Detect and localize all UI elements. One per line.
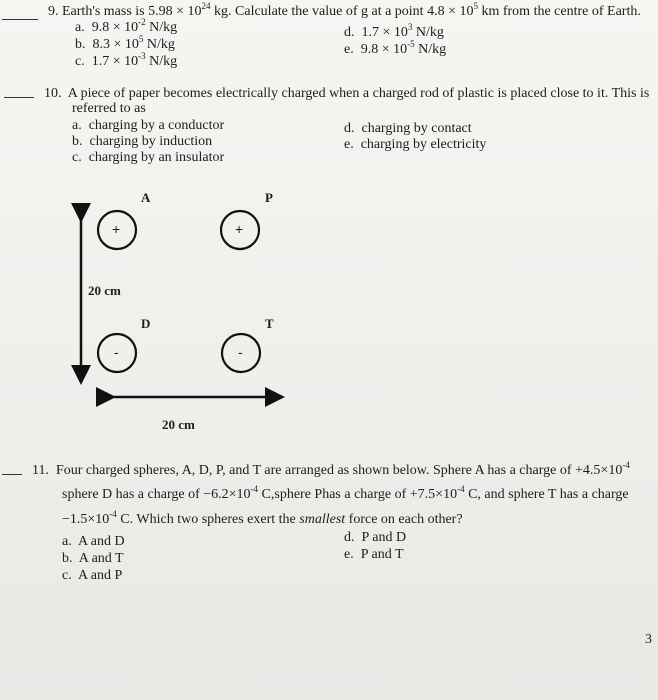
sphere-d-sign: - bbox=[114, 344, 119, 360]
q10-option-e[interactable]: e. charging by electricity bbox=[344, 137, 487, 152]
question-10-number: 10. bbox=[44, 86, 62, 101]
q10-option-c[interactable]: c. charging by an insulator bbox=[72, 150, 225, 165]
horizontal-distance-label: 20 cm bbox=[162, 417, 195, 432]
sphere-p-sign: + bbox=[235, 221, 244, 237]
sphere-d-label: D bbox=[141, 316, 151, 331]
answer-blank-q10[interactable] bbox=[4, 97, 34, 98]
q11-option-b[interactable]: b. A and T bbox=[62, 551, 124, 566]
q10-option-d[interactable]: d. charging by contact bbox=[344, 121, 472, 136]
q11-option-e[interactable]: e. P and T bbox=[344, 547, 404, 562]
question-11-line2: sphere D has a charge of $-6.2\times 10^{-4}$ C,sphere Phas a charge of $+7.5\times 10^{-4}$ C, and sphere T has a charge bbox=[62, 484, 629, 502]
sphere-t-sign: - bbox=[238, 344, 243, 360]
q9-option-a[interactable]: a. $9.8 \times 10^{-2}$ N/kg bbox=[75, 17, 178, 35]
sphere-t-label: T bbox=[265, 316, 274, 331]
sphere-p-label: P bbox=[265, 190, 273, 205]
question-11-number: 11. bbox=[32, 463, 49, 478]
q10-option-b[interactable]: b. charging by induction bbox=[72, 134, 213, 149]
question-11-line3: $-1.5\times 10^{-4}$ C. Which two spheres exert the smallest force on each other? bbox=[62, 509, 463, 527]
question-11-line1: 11. Four charged spheres, A, D, P, and T are arranged as shown below. Sphere A has a charge of $+4.5\times 10^{-4}$ bbox=[32, 460, 630, 478]
q11-option-c[interactable]: c. A and P bbox=[62, 568, 123, 583]
answer-blank-q9[interactable] bbox=[2, 19, 38, 20]
q9-option-d[interactable]: d. $1.7 \times 10^3$ N/kg bbox=[344, 22, 444, 40]
q9-option-e[interactable]: e. $9.8 \times 10^{-5}$ N/kg bbox=[344, 39, 447, 57]
charge-arrangement-diagram bbox=[70, 185, 300, 435]
sphere-a-sign: + bbox=[112, 221, 121, 237]
sphere-a-label: A bbox=[141, 190, 151, 205]
vertical-distance-label: 20 cm bbox=[88, 283, 121, 298]
question-9-stem: 9. Earth's mass is $5.98 \times 10^{24}$ kg. Calculate the value of g at a point $4.8 \times 10^5$ km from the centre of Earth. bbox=[48, 1, 641, 19]
q11-option-d[interactable]: d. P and D bbox=[344, 530, 407, 545]
question-10-stem-line1: 10. A piece of paper becomes electrically charged when a charged rod of plastic is placed close to it. This is bbox=[44, 86, 650, 101]
page-number: 3 bbox=[645, 632, 652, 647]
q10-option-a[interactable]: a. charging by a conductor bbox=[72, 118, 225, 133]
q9-option-b[interactable]: b. $8.3 \times 10^5$ N/kg bbox=[75, 34, 175, 52]
answer-blank-q11[interactable] bbox=[2, 474, 22, 475]
question-9-number: 9. bbox=[48, 4, 59, 19]
question-10-stem-line2: referred to as bbox=[72, 101, 146, 116]
q11-option-a[interactable]: a. A and D bbox=[62, 534, 125, 549]
q9-option-c[interactable]: c. $1.7 \times 10^{-3}$ N/kg bbox=[75, 51, 178, 69]
diagram-svg bbox=[70, 185, 300, 435]
